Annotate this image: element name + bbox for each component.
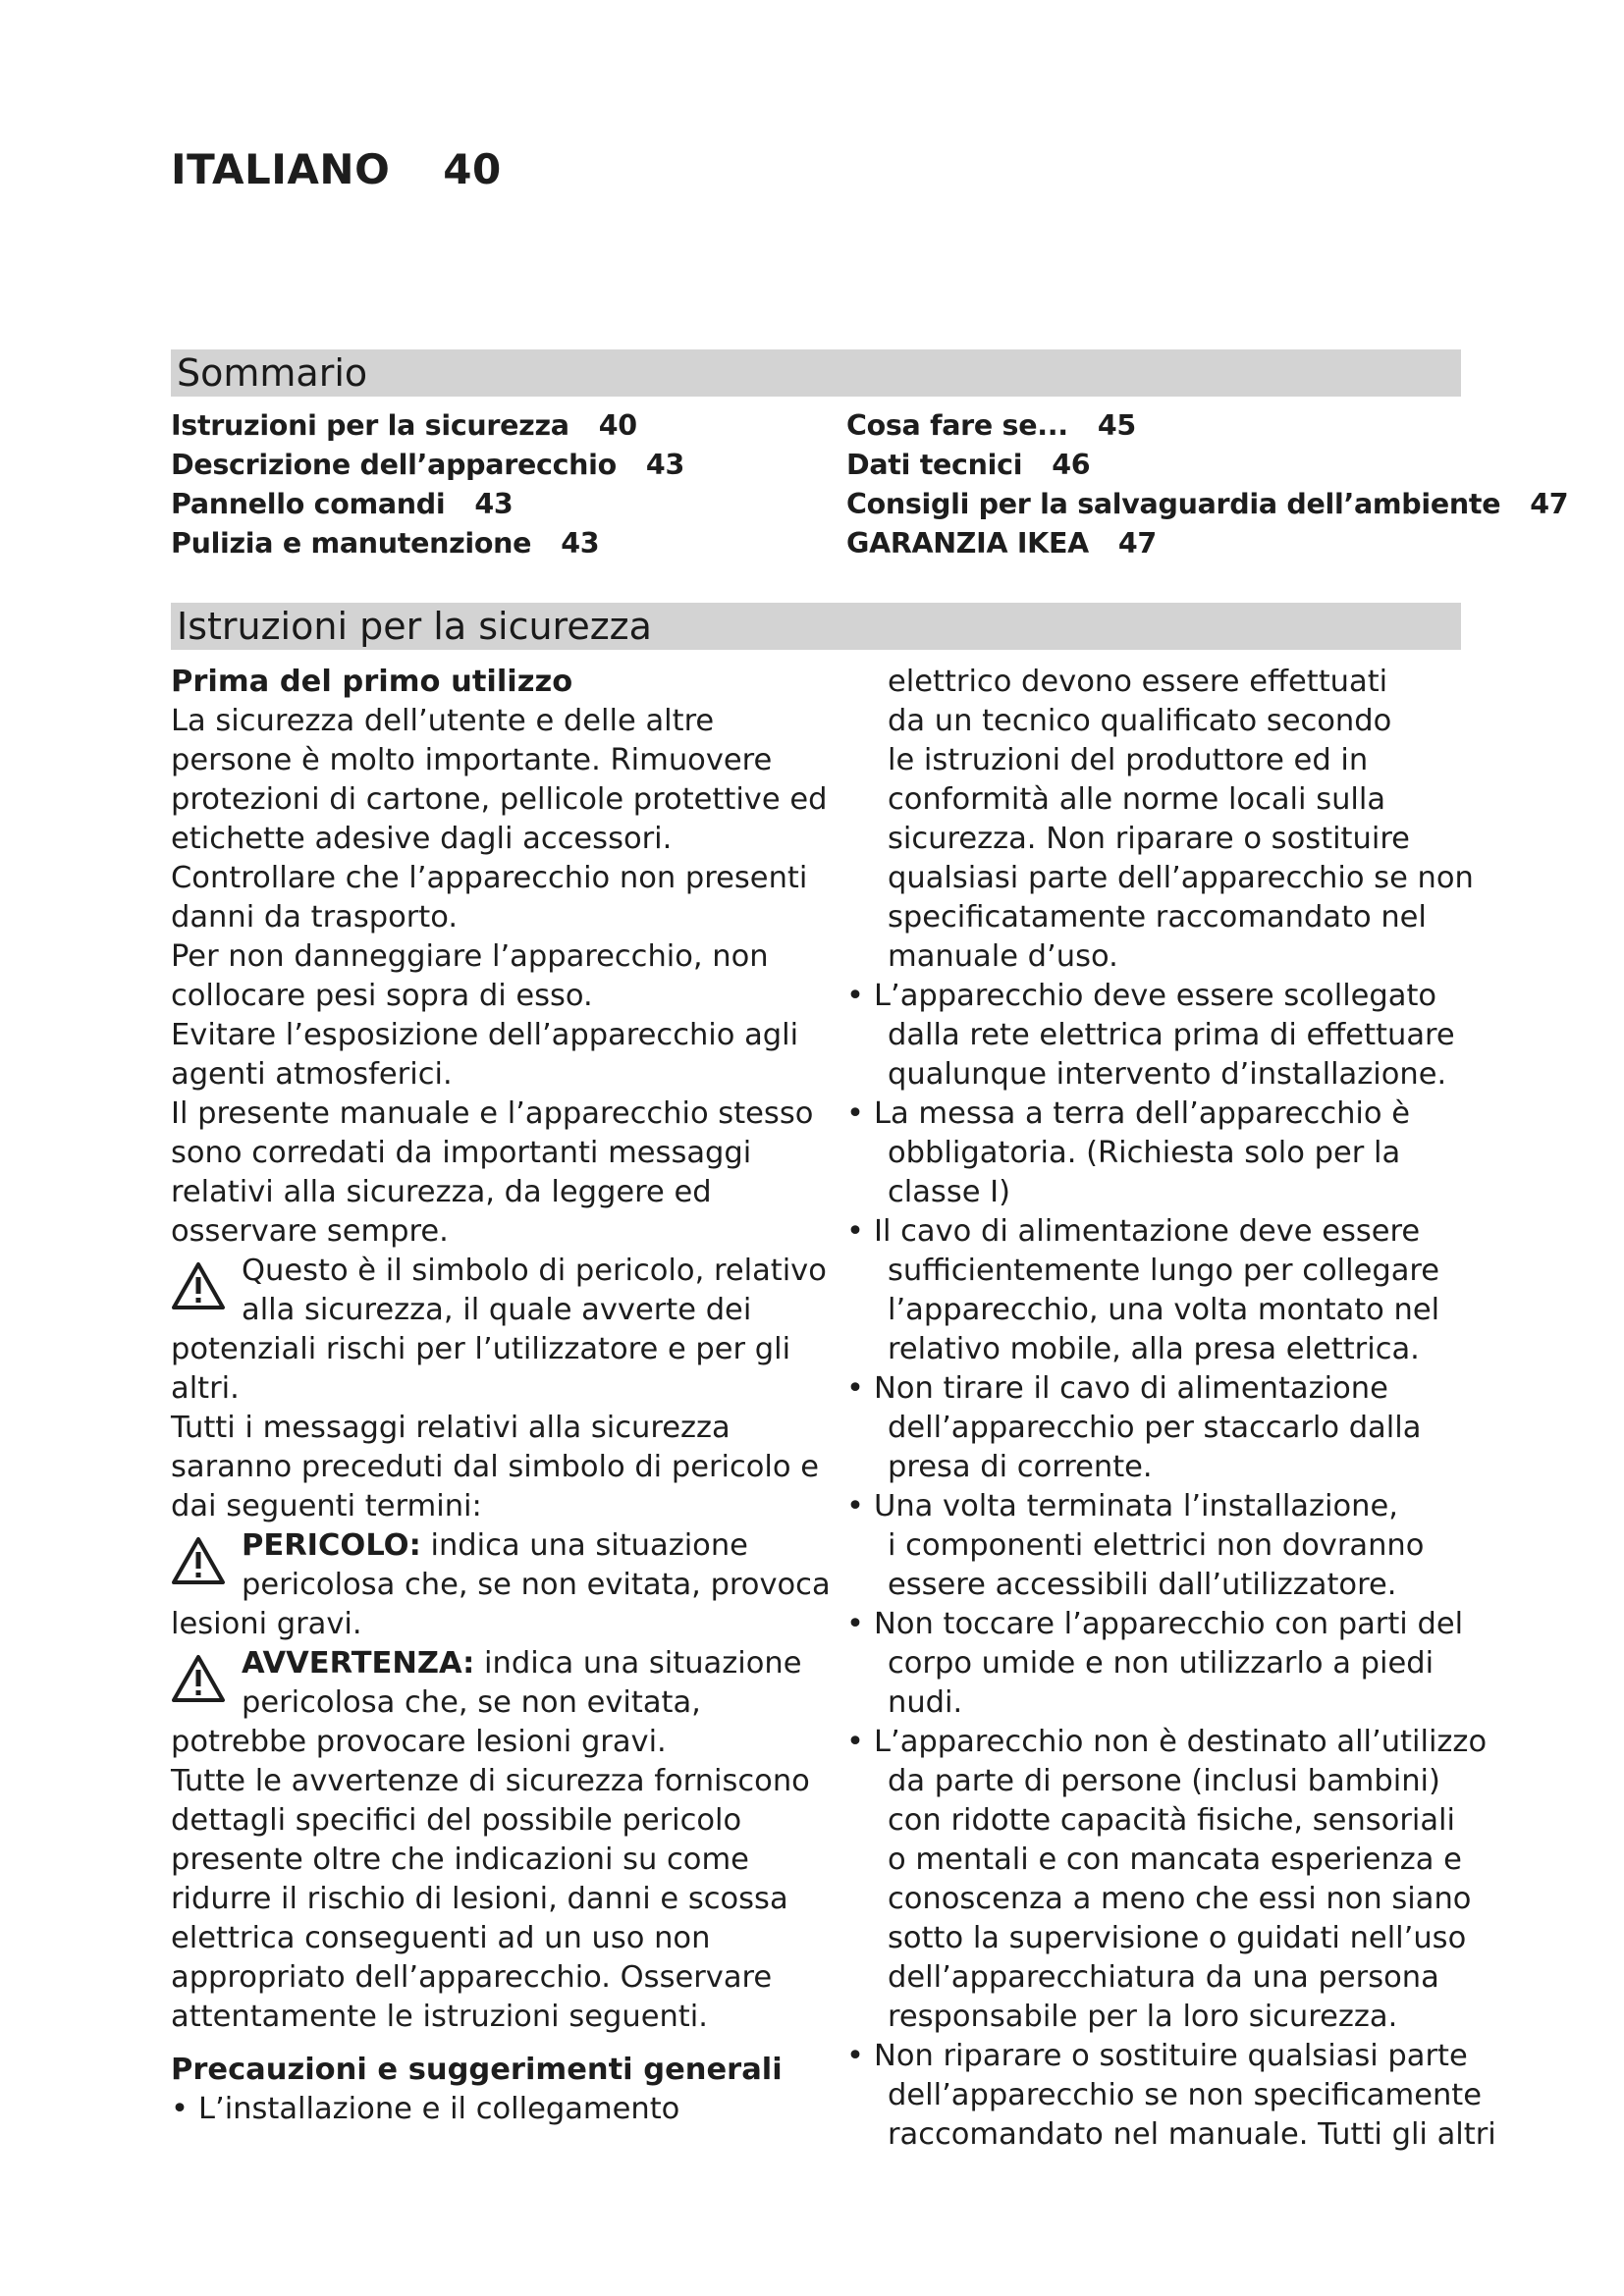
toc-left — [171, 406, 684, 563]
toc-item[interactable]: Pannello comandi 43 — [171, 488, 514, 520]
safety-title-bar — [171, 603, 1461, 650]
left-column — [171, 663, 831, 2129]
list-item: • Non tirare il cavo di alimentazione dell’apparecchio per staccarlo dalla presa di corrente. — [846, 1369, 1496, 1487]
page-number: 40 — [443, 145, 502, 193]
toc-item[interactable]: Pulizia e manutenzione 43 — [171, 527, 600, 560]
danger-term: PERICOLO: — [242, 1528, 421, 1563]
paragraph: Il presente manuale e l’apparecchio stesso sono corredati da importanti messaggi relativi alla sicurezza, da leggere ed osservare sempre. — [171, 1096, 814, 1249]
paragraph: La sicurezza dell’utente e delle altre persone è molto importante. Rimuovere protezioni di cartone, pellicole protettive ed etichette adesive dagli accessori. — [171, 704, 828, 856]
paragraph: Controllare che l’apparecchio non presenti danni da trasporto. — [171, 861, 808, 934]
toc-item[interactable]: GARANZIA IKEA 47 — [846, 527, 1157, 560]
toc-right — [846, 406, 1568, 563]
summary-title: Sommario — [177, 351, 368, 395]
toc-item[interactable]: Consigli per la salvaguardia dell’ambiente 47 — [846, 488, 1569, 520]
list-item: • Una volta terminata l’installazione, i componenti elettrici non dovranno essere accessibili dall’utilizzatore. — [846, 1487, 1496, 1605]
right-column — [846, 663, 1496, 2155]
toc-item[interactable]: Dati tecnici 46 — [846, 449, 1091, 481]
warning-term: AVVERTENZA: — [242, 1646, 475, 1681]
warning-triangle-icon — [171, 1536, 226, 1585]
safety-title: Istruzioni per la sicurezza — [177, 605, 652, 648]
subheading-general-precautions: Precauzioni e suggerimenti generali — [171, 2053, 783, 2087]
toc-item[interactable]: Istruzioni per la sicurezza 40 — [171, 409, 637, 442]
continued-item: elettrico devono essere effettuati da un tecnico qualificato secondo le istruzioni del produttore ed in conformità alle norme locali sulla sicurezza. Non riparare o sostituire qualsiasi parte dell’apparecchio se non specificatamente raccomandato nel manuale d’uso. — [888, 665, 1474, 974]
toc-item[interactable]: Descrizione dell’apparecchio 43 — [171, 449, 684, 481]
danger-symbol-note: Questo è il simbolo di pericolo, relativo alla sicurezza, il quale avverte dei potenziali rischi per l’utilizzatore e per gli altri. — [171, 1254, 827, 1406]
list-item: • L’installazione e il collegamento — [171, 2090, 831, 2129]
list-item: • La messa a terra dell’apparecchio è obbligatoria. (Richiesta solo per la classe I) — [846, 1095, 1496, 1212]
list-item: • L’apparecchio non è destinato all’utilizzo da parte di persone (inclusi bambini) con ridotte capacità fisiche, sensoriali o mentali e con mancata esperienza e conoscenza a meno che essi non siano sotto la supervisione o guidati nell’uso dell’apparecchiatura da una persona responsabile per la loro sicurezza. — [846, 1723, 1496, 2037]
list-item: • L’apparecchio deve essere scollegato dalla rete elettrica prima di effettuare qualunque intervento d’installazione. — [846, 977, 1496, 1095]
paragraph: Evitare l’esposizione dell’apparecchio agli agenti atmosferici. — [171, 1018, 799, 1092]
warning-note: AVVERTENZA: indica una situazione pericolosa che, se non evitata, potrebbe provocare lesioni gravi. — [171, 1646, 802, 1759]
paragraph: Tutte le avvertenze di sicurezza forniscono dettagli specifici del possibile pericolo presente oltre che indicazioni su come ridurre il rischio di lesioni, danni e scossa elettrica conseguenti ad un uso non appropriato dell’apparecchio. Osservare attentamente le istruzioni seguenti. — [171, 1764, 810, 2034]
list-item: • Non riparare o sostituire qualsiasi parte dell’apparecchio se non specificamente raccomandato nel manuale. Tutti gli altri — [846, 2037, 1496, 2155]
paragraph: Tutti i messaggi relativi alla sicurezza saranno preceduti dal simbolo di pericolo e dai seguenti termini: — [171, 1411, 820, 1523]
language-header — [171, 145, 502, 193]
warning-triangle-icon — [171, 1654, 226, 1703]
subheading-first-use: Prima del primo utilizzo — [171, 665, 573, 699]
list-item: • Non toccare l’apparecchio con parti del corpo umide e non utilizzarlo a piedi nudi. — [846, 1605, 1496, 1723]
warning-triangle-icon — [171, 1261, 226, 1310]
summary-title-bar — [171, 349, 1461, 397]
toc-item[interactable]: Cosa fare se... 45 — [846, 409, 1136, 442]
danger-note: PERICOLO: indica una situazione pericolosa che, se non evitata, provoca lesioni gravi. — [171, 1528, 831, 1641]
list-item: • Il cavo di alimentazione deve essere sufficientemente lungo per collegare l’apparecchio, una volta montato nel relativo mobile, alla presa elettrica. — [846, 1212, 1496, 1369]
paragraph: Per non danneggiare l’apparecchio, non collocare pesi sopra di esso. — [171, 939, 769, 1013]
language-title: ITALIANO — [171, 145, 391, 193]
